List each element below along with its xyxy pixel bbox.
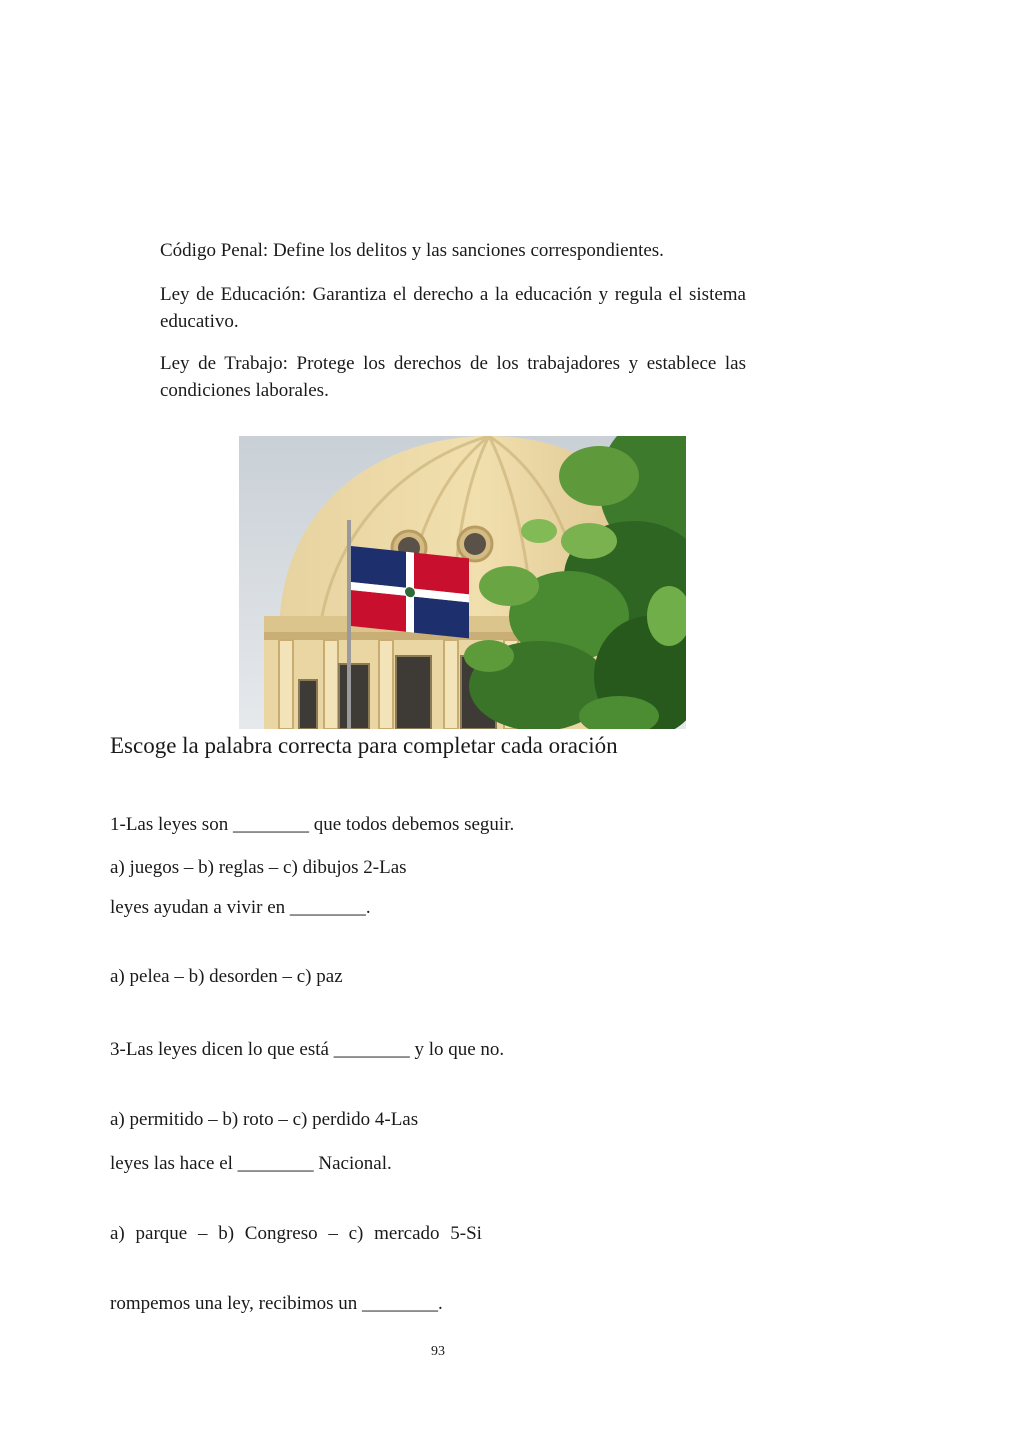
page-number: 93 [431,1344,445,1359]
question-1: 1-Las leyes son ________ que todos debemos seguir. [110,814,515,835]
law-item-codigo-penal: Código Penal: Define los delitos y las sanciones correspondientes. [160,240,664,261]
options-4: a) parque – b) Congreso – c) mercado 5-Si [110,1223,482,1244]
question-3: 3-Las leyes dicen lo que está ________ y lo que no. [110,1039,505,1060]
national-palace-photo [239,436,686,729]
exercise-heading: Escoge la palabra correcta para completar cada oración [110,733,618,758]
options-2: a) pelea – b) desorden – c) paz [110,966,343,987]
law-item-ley-trabajo: Ley de Trabajo: Protege los derechos de los trabajadores y establece las condiciones laborales. [160,353,746,401]
question-5: rompemos una ley, recibimos un ________. [110,1293,443,1314]
question-4: leyes las hace el ________ Nacional. [110,1153,392,1174]
question-2: leyes ayudan a vivir en ________. [110,897,371,918]
national-palace-dome-flag-icon [239,436,686,729]
law-item-ley-educacion: Ley de Educación: Garantiza el derecho a la educación y regula el sistema educativo. [160,284,746,332]
options-1: a) juegos – b) reglas – c) dibujos 2-Las [110,857,407,878]
options-3: a) permitido – b) roto – c) perdido 4-Las [110,1109,419,1130]
